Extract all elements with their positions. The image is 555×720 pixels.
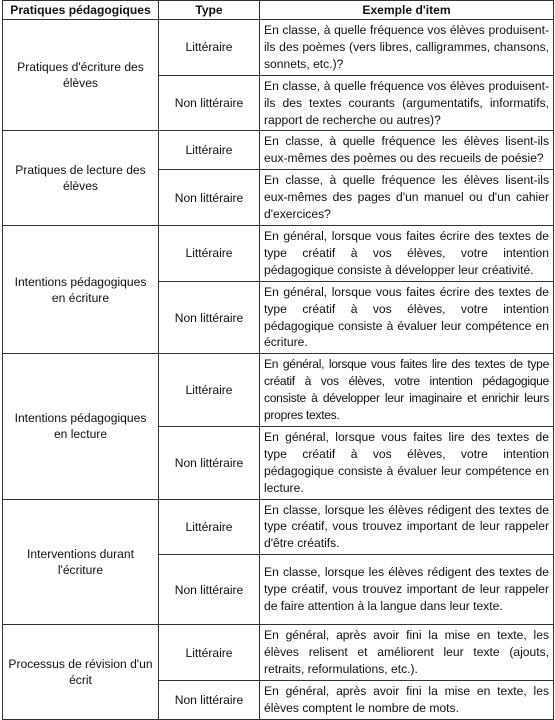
category-cell: Interventions durant l'écriture <box>3 499 159 625</box>
example-cell: En général, lorsque vous faites écrire des textes de type créatif à vos élèves, votre intention pédagogique consiste à développer leur créativité. <box>260 225 554 281</box>
table-row <box>3 499 554 555</box>
type-cell: Littéraire <box>159 354 260 427</box>
example-cell: En classe, à quelle fréquence les élèves lisent-ils eux-mêmes des pages d'un manuel ou d'un cahier d'exercices? <box>260 170 554 226</box>
example-cell: En classe, lorsque les élèves rédigent des textes de type créatif, vous trouvez important de leur rappeler de faire attention à la langue dans leur texte. <box>260 555 554 625</box>
type-cell: Littéraire <box>159 625 260 681</box>
example-cell: En classe, à quelle fréquence vos élèves produisent-ils des textes courants (argumentatifs, informatifs, rapport de recherche ou autres)? <box>260 75 554 131</box>
category-cell: Pratiques de lecture des élèves <box>3 131 159 226</box>
type-cell: Littéraire <box>159 20 260 76</box>
type-cell: Non littéraire <box>159 426 260 499</box>
type-cell: Non littéraire <box>159 681 260 720</box>
items-table <box>2 0 554 720</box>
type-cell: Littéraire <box>159 225 260 281</box>
table-row <box>3 20 554 76</box>
category-cell: Processus de révision d'un écrit <box>3 625 159 720</box>
table-row <box>3 354 554 427</box>
type-cell: Non littéraire <box>159 555 260 625</box>
example-cell: En classe, lorsque les élèves rédigent des textes de type créatif, vous trouvez important de leur rappeler d'être créatifs. <box>260 499 554 555</box>
table-container <box>2 0 553 720</box>
header-row <box>3 1 554 20</box>
type-cell: Littéraire <box>159 499 260 555</box>
example-cell: En général, lorsque vous faites lire des textes de type créatif à vos élèves, votre intention pédagogique consiste à évaluer leur compétence en lecture. <box>260 426 554 499</box>
example-cell: En classe, à quelle fréquence les élèves lisent-ils eux-mêmes des poèmes ou des recueils de poésie? <box>260 131 554 170</box>
example-cell: En classe, à quelle fréquence vos élèves produisent-ils des poèmes (vers libres, calligrammes, chansons, sonnets, etc.)? <box>260 20 554 76</box>
example-cell: En général, lorsque vous faites écrire des textes de type créatif à vos élèves, votre intention pédagogique consiste à évaluer leur compétence en écriture. <box>260 281 554 354</box>
table-row <box>3 625 554 681</box>
category-cell: Intentions pédagogiques en écriture <box>3 225 159 353</box>
header-example: Exemple d'item <box>260 1 554 20</box>
category-cell: Pratiques d'écriture des élèves <box>3 20 159 131</box>
header-category: Pratiques pédagogiques <box>3 1 159 20</box>
table-row <box>3 131 554 170</box>
example-cell: En général, après avoir fini la mise en texte, les élèves comptent le nombre de mots. <box>260 681 554 720</box>
type-cell: Non littéraire <box>159 281 260 354</box>
header-type: Type <box>159 1 260 20</box>
table-row <box>3 225 554 281</box>
example-cell: En général, lorsque vous faites lire des textes de type créatif à vos élèves, votre intention pédagogique consiste à développer leur imaginaire et enrichir leurs propres textes. <box>260 354 554 427</box>
category-cell: Intentions pédagogiques en lecture <box>3 354 159 499</box>
type-cell: Non littéraire <box>159 75 260 131</box>
type-cell: Littéraire <box>159 131 260 170</box>
example-cell: En général, après avoir fini la mise en texte, les élèves relisent et améliorent leur texte (ajouts, retraits, reformulations, etc.). <box>260 625 554 681</box>
type-cell: Non littéraire <box>159 170 260 226</box>
